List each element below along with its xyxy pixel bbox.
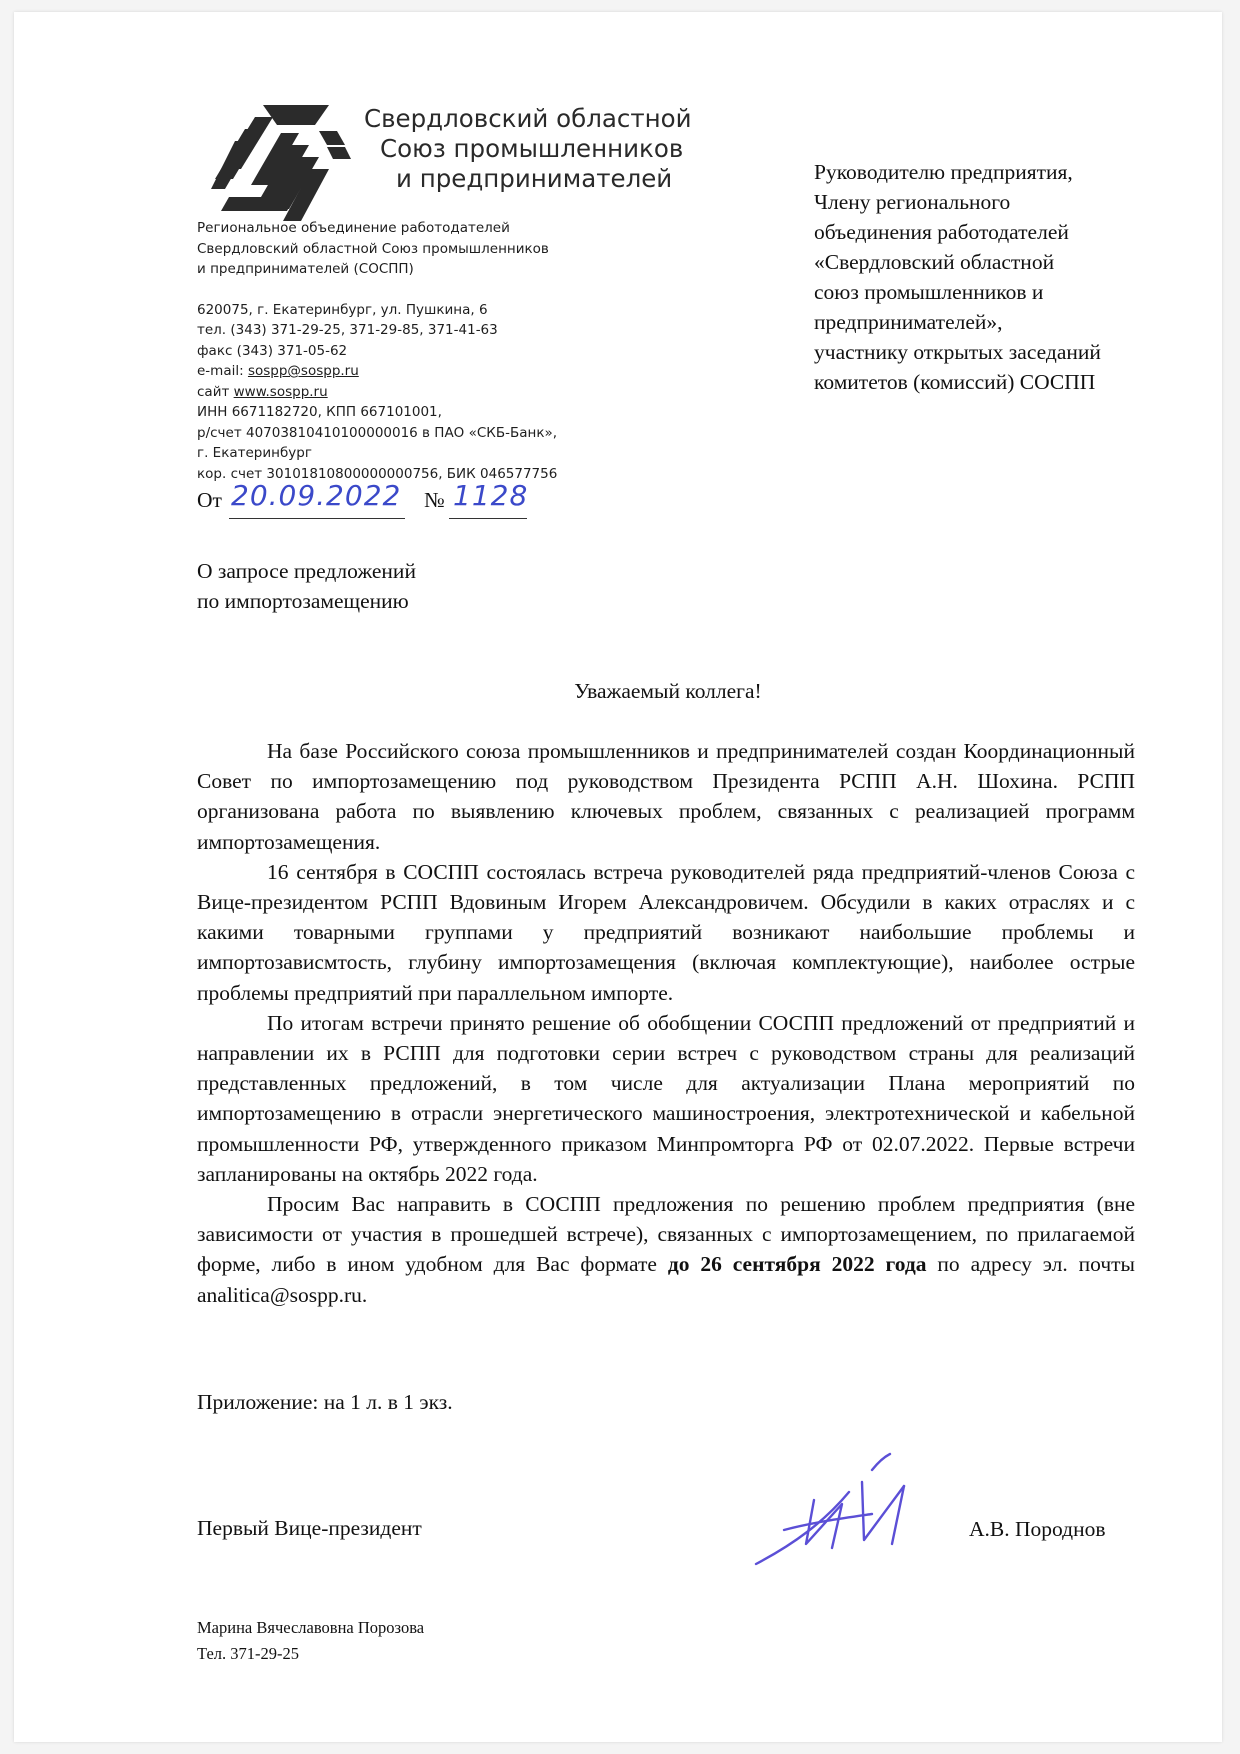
addressee-block <box>814 157 1184 397</box>
organization-name <box>364 104 692 194</box>
addressee-line: объединения работодателей <box>814 220 1069 244</box>
email-link[interactable]: sospp@sospp.ru <box>247 363 359 379</box>
attachment-note: Приложение: на 1 л. в 1 экз. <box>197 1390 453 1414</box>
org-subtitle-line: Свердловский областной Союз промышленников <box>197 240 549 257</box>
addressee-line: Члену регионального <box>814 190 1011 214</box>
addressee-line: Руководителю предприятия, <box>814 160 1073 184</box>
letterhead-requisites <box>197 218 557 484</box>
sospp-logo <box>211 105 351 225</box>
signatory-position: Первый Вице-президент <box>197 1516 422 1540</box>
greeting: Уважаемый коллега! <box>574 679 762 703</box>
paragraph: По итогам встречи принято решение об обобщении СОСПП предложений от предприятий и направлении их в РСПП для подготовки серии встреч с руководством страны для реализаций представленных предложений, в том числе для актуализации Плана мероприятий по импортозамещению в отрасли энергетического машиностроения, электротехнической и кабельной промышленности РФ, утвержденного приказом Минпромторга РФ от 02.07.2022. Первые встречи запланированы на октябрь 2022 года. <box>197 1010 1135 1186</box>
addressee-line: комитетов (комиссий) СОСПП <box>814 370 1096 394</box>
address: 620075, г. Екатеринбург, ул. Пушкина, 6 <box>197 301 488 318</box>
org-name-line: Союз промышленников <box>380 134 684 163</box>
org-name-line: и предпринимателей <box>396 164 673 193</box>
letter-page <box>14 12 1222 1742</box>
paragraph <box>197 1189 1135 1310</box>
subject <box>197 556 416 616</box>
paragraph-text: Просим Вас направить в СОСПП предложения по решению проблем предприятия (вне зависимости от участия в прошедшей встрече), связанных с импортозамещением, по прилагаемой форме, либо в ином удобном для Вас формате <box>197 1192 1135 1277</box>
date-label: От <box>197 488 222 512</box>
org-subtitle-line: и предпринимателей (СОСПП) <box>197 261 414 277</box>
inn: ИНН 6671182720, КПП 667101001, <box>197 404 442 420</box>
email-label: e-mail: <box>197 363 248 379</box>
paragraph: На базе Российского союза промышленников и предпринимателей создан Координационный Совет по импортозамещению под руководством Президента РСПП А.Н. Шохина. РСПП организована работа по выявлению ключевых проблем, связанных с реализацией программ импортозамещения. <box>197 739 1135 854</box>
site-row <box>197 382 557 403</box>
handwritten-number: 1128 <box>453 479 529 512</box>
subject-line: по импортозамещению <box>197 589 409 613</box>
executor-phone: Тел. 371-29-25 <box>197 1644 299 1663</box>
handwritten-signature <box>754 1452 944 1572</box>
addressee-line: союз промышленников и <box>814 280 1044 304</box>
bank-city: г. Екатеринбург <box>197 445 312 461</box>
executor-name: Марина Вячеславовна Порозова <box>197 1618 425 1637</box>
fax: факс (343) 371-05-62 <box>197 342 348 359</box>
phone: тел. (343) 371-29-25, 371-29-85, 371-41-63 <box>197 322 498 338</box>
site-label: сайт <box>197 383 234 400</box>
paragraph-text: по адресу эл. почты analitica@sospp.ru. <box>197 1252 1135 1307</box>
letter-body <box>197 736 1135 1310</box>
paragraph: 16 сентября в СОСПП состоялась встреча руководителей ряда предприятий-членов Союза с Вице-президентом РСПП Вдовиным Игорем Александровичем. Обсудили в каких отраслях и с какими товарными группами у предприятий возникают наибольшие проблемы и импортозависмтость, глубину импортозамещения (включая комплектующие), наиболее острые проблемы предприятий при параллельном импорте. <box>197 859 1135 1005</box>
subject-line: О запросе предложений <box>197 559 416 583</box>
corr-account: кор. счет 30101810800000000756, БИК 046577756 <box>197 465 558 482</box>
deadline: до 26 сентября 2022 года <box>667 1252 927 1277</box>
addressee-line: «Свердловский областной <box>814 250 1055 274</box>
org-subtitle-line: Региональное объединение работодателей <box>197 220 510 236</box>
org-name-line: Свердловский областной <box>364 104 692 133</box>
date-underline <box>229 518 405 519</box>
executor-block <box>197 1615 424 1667</box>
bank-account: р/счет 40703810410100000016 в ПАО «СКБ-Банк», <box>197 424 558 441</box>
signatory-name: А.В. Породнов <box>969 1517 1106 1541</box>
addressee-line: участнику открытых заседаний <box>814 340 1101 364</box>
email-row <box>197 361 557 382</box>
addressee-line: предпринимателей», <box>814 310 1003 334</box>
number-label: № <box>424 488 445 512</box>
site-link[interactable]: www.sospp.ru <box>233 383 328 400</box>
number-underline <box>449 518 527 519</box>
handwritten-date: 20.09.2022 <box>231 479 402 512</box>
